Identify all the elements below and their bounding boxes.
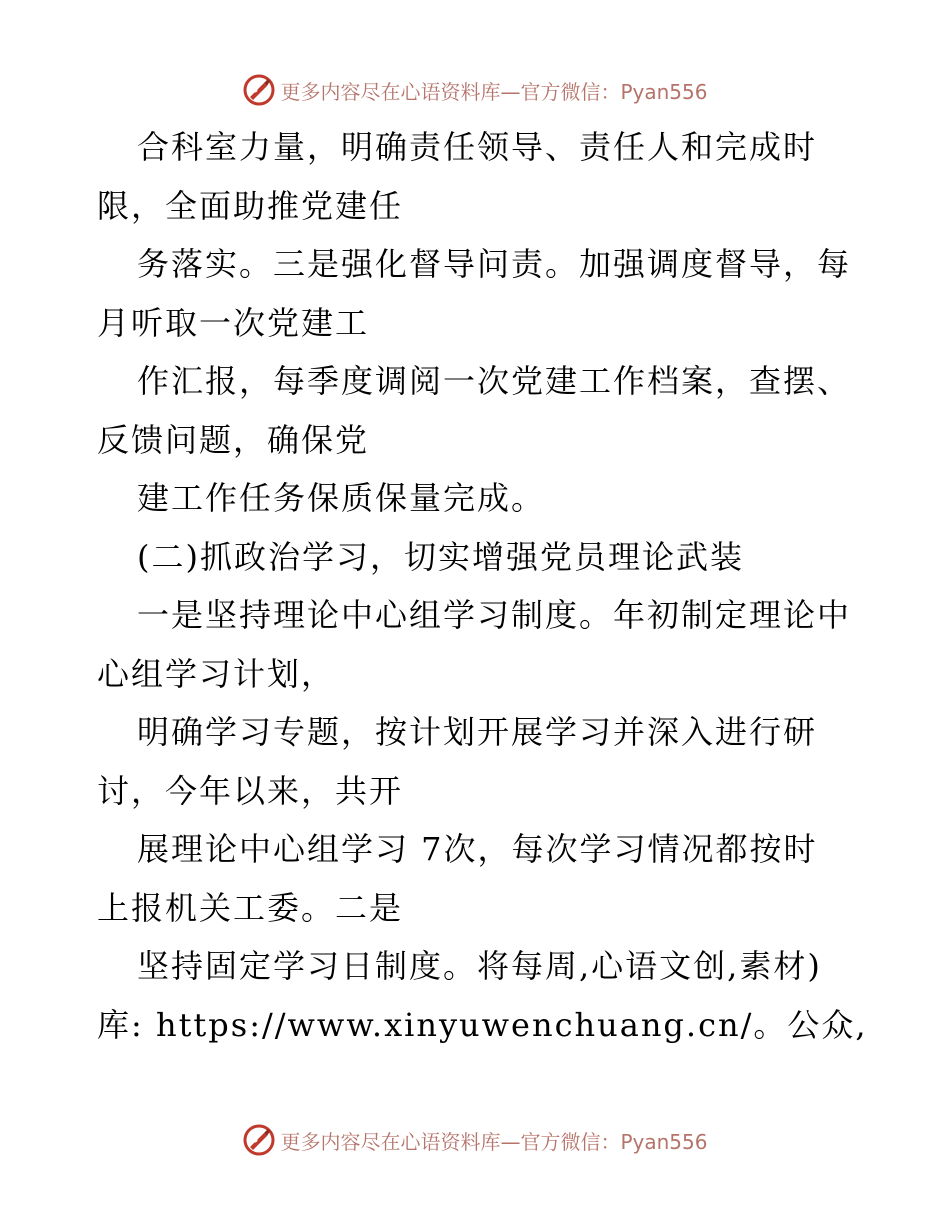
text-line: 限，全面助推党建任 bbox=[97, 186, 404, 225]
header-banner-text: 更多内容尽在心语资料库—官方微信：Pyan556 bbox=[280, 79, 708, 104]
text-line: 一是坚持理论中心组学习制度。年初制定理论中 bbox=[137, 596, 852, 634]
text-line: 务落实。三是强化督导问责。加强调度督导，每 bbox=[137, 245, 852, 283]
pen-logo-icon bbox=[242, 73, 276, 107]
header-banner bbox=[0, 70, 950, 110]
text-line: 讨，今年以来，共开 bbox=[97, 771, 404, 810]
text-line: 明确学习专题，按计划开展学习并深入进行研 bbox=[137, 713, 818, 751]
text-line: 建工作任务保质保量完成。 bbox=[137, 479, 546, 517]
text-line: 库: https://www.xinyuwenchuang.cn/。公众, bbox=[97, 1005, 868, 1044]
text-line: 月听取一次党建工 bbox=[97, 303, 370, 342]
text-line: 展理论中心组学习 7次，每次学习情况都按时 bbox=[137, 830, 818, 868]
text-line: 反馈问题，确保党 bbox=[97, 420, 370, 459]
text-line: 上报机关工委。二是 bbox=[97, 888, 404, 927]
document-body bbox=[97, 118, 868, 1054]
footer-banner bbox=[0, 1120, 950, 1160]
text-line: 作汇报，每季度调阅一次党建工作档案，查摆、 bbox=[137, 362, 852, 400]
text-line: 合科室力量，明确责任领导、责任人和完成时 bbox=[137, 128, 818, 166]
text-line: 坚持固定学习日制度。将每周,心语文创,素材) bbox=[137, 947, 822, 985]
pen-logo-icon bbox=[242, 1123, 276, 1157]
text-line: 心组学习计划， bbox=[97, 654, 336, 693]
text-line: (二)抓政治学习，切实增强党员理论武装 bbox=[137, 537, 744, 576]
footer-banner-text: 更多内容尽在心语资料库—官方微信：Pyan556 bbox=[280, 1129, 708, 1154]
